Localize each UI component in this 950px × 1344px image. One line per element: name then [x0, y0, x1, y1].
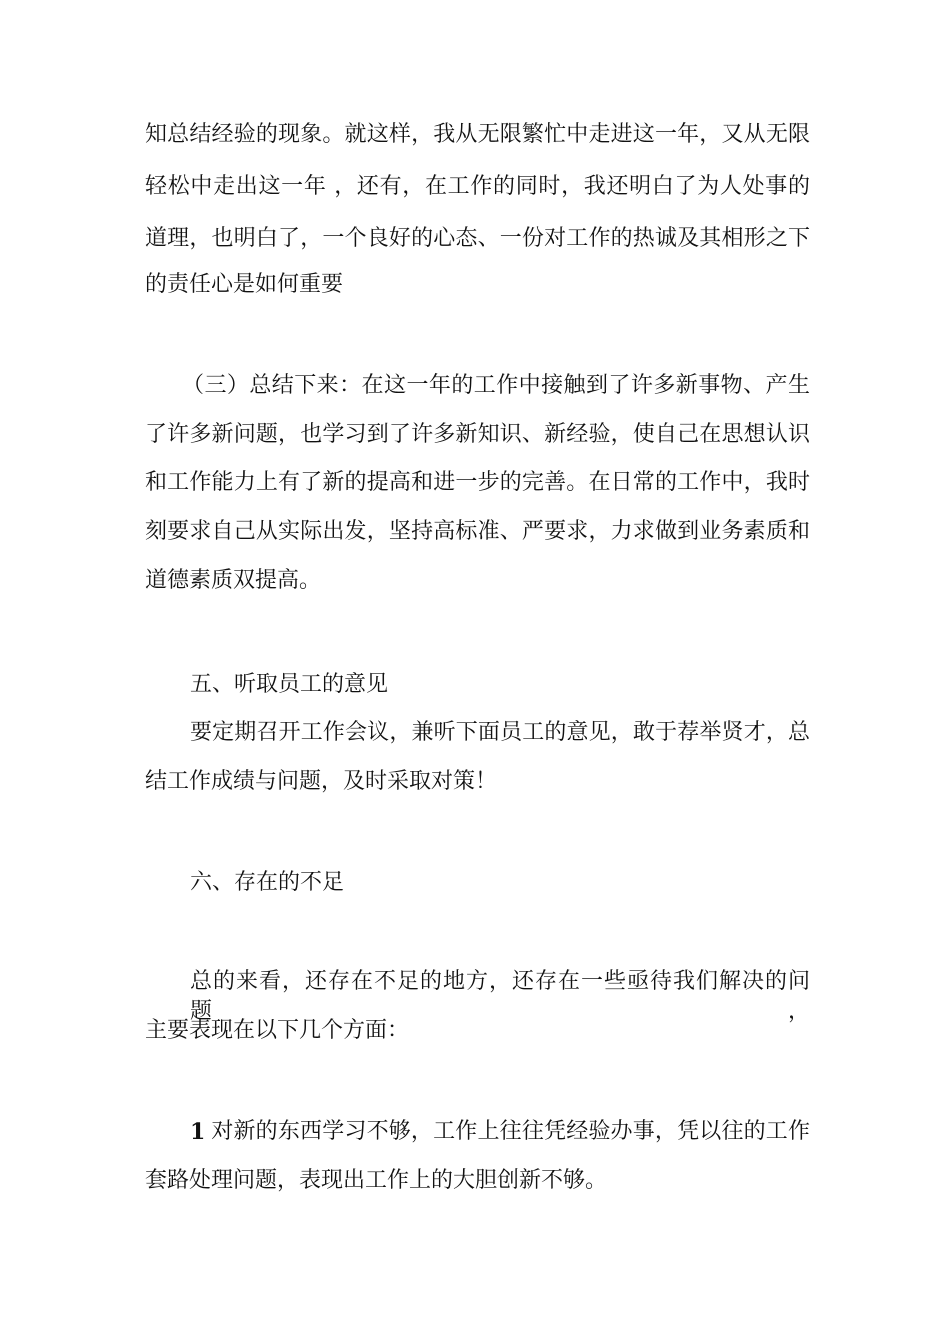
- text-line: 总的来看，还存在不足的地方，还存在一些亟待我们解决的问题，: [190, 969, 810, 1024]
- text-line: 道德素质双提高。: [145, 568, 322, 593]
- text-line: （三）总结下来：在这一年的工作中接触到了许多新事物、产生: [182, 373, 810, 398]
- text-line: 了许多新问题，也学习到了许多新知识、新经验，使自己在思想认识: [145, 422, 810, 447]
- text-line: 道理，也明白了，一个良好的心态、一份对工作的热诚及其相形之下: [145, 226, 810, 251]
- text-line: 套路处理问题，表现出工作上的大胆创新不够。: [145, 1168, 608, 1193]
- list-item-text: 对新的东西学习不够，工作上往往凭经验办事，凭以往的工作: [211, 1119, 810, 1144]
- section-heading: 六、存在的不足: [190, 870, 345, 895]
- text-line: 轻松中走出这一年 ，还有，在工作的同时，我还明白了为人处事的: [145, 174, 810, 199]
- list-item: [190, 1117, 810, 1147]
- section-heading: 五、听取员工的意见: [190, 672, 389, 697]
- text-line: 要定期召开工作会议，兼听下面员工的意见，敢于荐举贤才，总: [190, 720, 810, 745]
- text-line: 知总结经验的现象。就这样，我从无限繁忙中走进这一年，又从无限: [145, 122, 810, 147]
- text-line: 和工作能力上有了新的提高和进一步的完善。在日常的工作中，我时: [145, 470, 810, 495]
- text-line: 结工作成绩与问题，及时采取对策！: [145, 769, 498, 794]
- text-line: 的责任心是如何重要: [145, 272, 344, 297]
- text-line: 刻要求自己从实际出发，坚持高标准、严要求，力求做到业务素质和: [145, 519, 810, 544]
- text-line: 主要表现在以下几个方面：: [145, 1018, 410, 1043]
- list-item-number: 1: [190, 1119, 206, 1145]
